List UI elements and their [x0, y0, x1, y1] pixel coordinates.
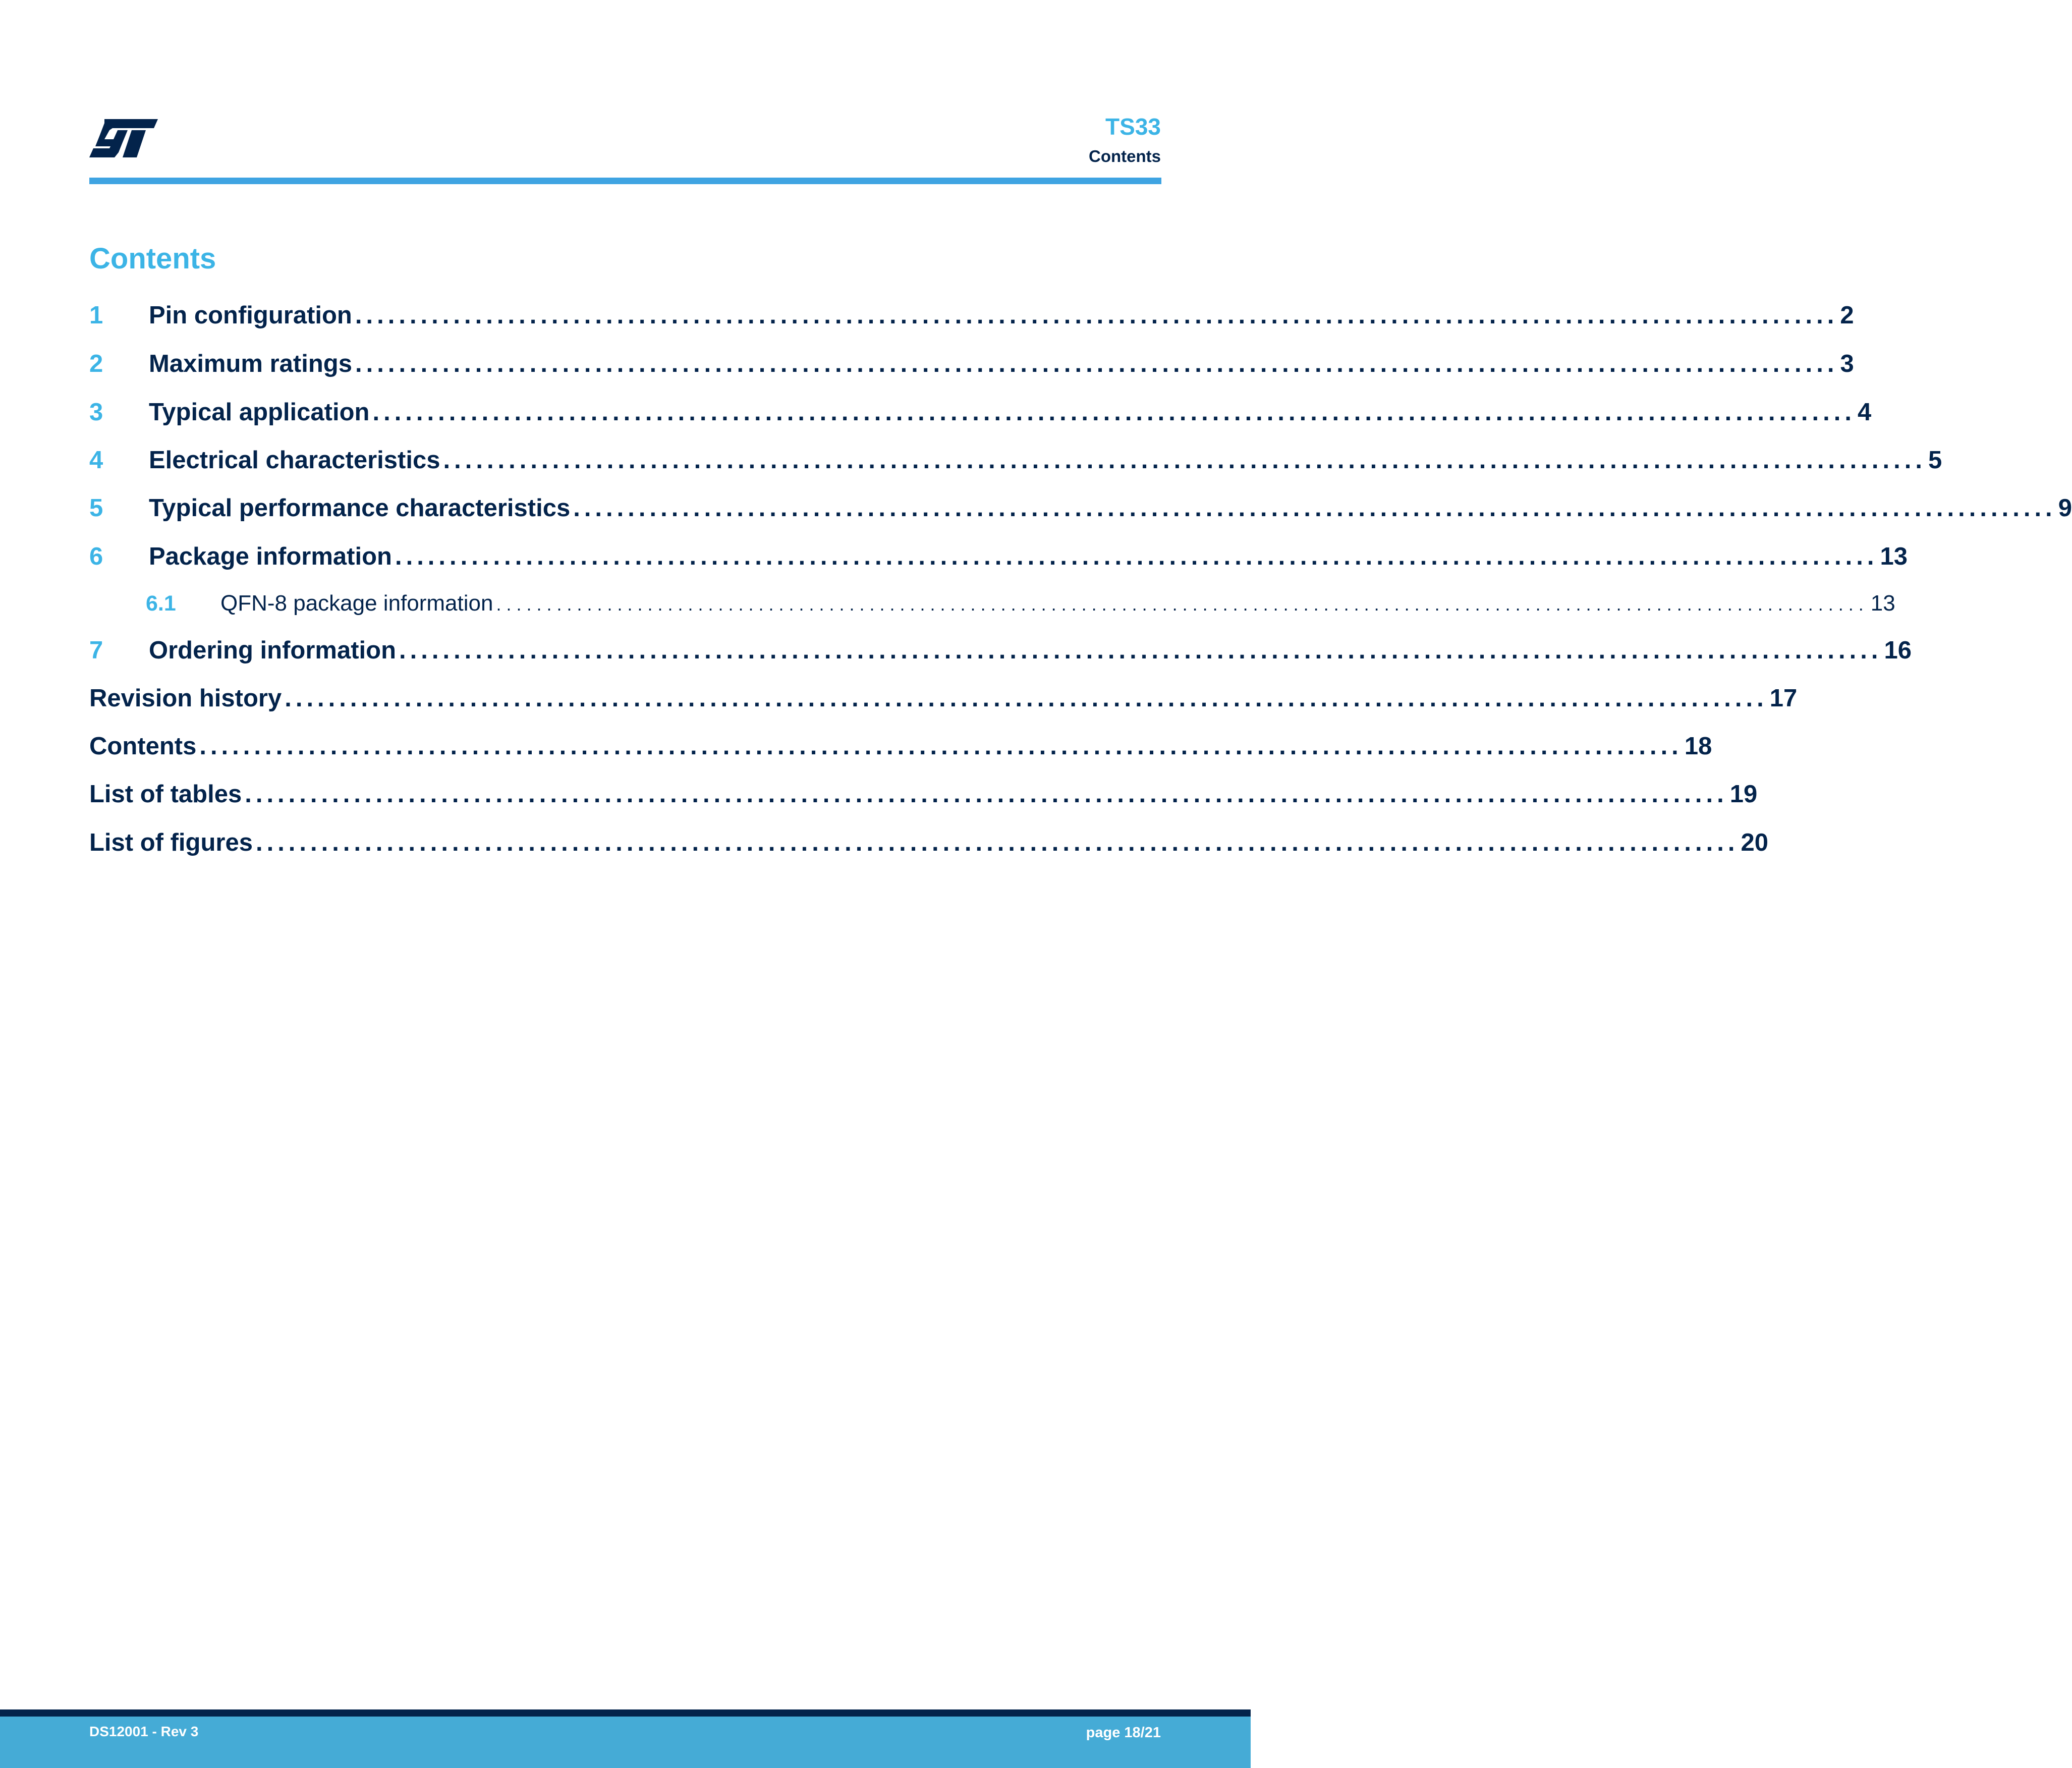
toc-entry-package-information[interactable]: [89, 542, 1908, 572]
toc-entry-pin-configuration[interactable]: [89, 301, 1854, 331]
toc-entry-number: 5: [89, 494, 103, 522]
toc-entry-number: 4: [89, 447, 103, 474]
toc-entry-label: QFN-8 package information: [220, 591, 493, 616]
toc-entry-label: Maximum ratings: [149, 350, 352, 377]
toc-entry-page: 2: [1840, 302, 1854, 329]
toc-entry-electrical-characteristics[interactable]: [89, 446, 1942, 476]
toc-entry-number: 7: [89, 637, 103, 664]
toc-entry-page: 9: [2058, 494, 2072, 522]
toc-entry-label: Ordering information: [149, 637, 396, 664]
toc-entry-label: List of figures: [89, 829, 253, 856]
dot-leader: ........................................................................................................................................: [496, 594, 1869, 615]
toc-entry-number: 6: [89, 543, 103, 570]
toc-entry-page: 16: [1884, 637, 1912, 664]
toc-entry-typical-application[interactable]: [89, 398, 1872, 428]
toc-entry-page: 13: [1870, 591, 1895, 616]
toc-entry-maximum-ratings[interactable]: [89, 349, 1854, 379]
toc-entry-ordering-information[interactable]: [89, 636, 1912, 666]
toc-entry-label: Contents: [89, 733, 197, 760]
dot-leader: ........................................................................................................................................: [255, 829, 1739, 856]
toc-entry-label: Revision history: [89, 685, 282, 712]
dot-leader: ........................................................................................................................................: [443, 447, 1926, 474]
toc-entry-page: 3: [1840, 350, 1854, 377]
st-logo: [89, 119, 158, 157]
header-rule: [89, 178, 1161, 184]
toc-entry-page: 20: [1741, 829, 1768, 856]
toc-entry-page: 13: [1880, 543, 1908, 570]
dot-leader: ........................................................................................................................................: [355, 302, 1838, 329]
dot-leader: ........................................................................................................................................: [395, 543, 1878, 570]
header-document-title: TS33: [1105, 114, 1161, 140]
dot-leader: ........................................................................................................................................: [399, 637, 1882, 664]
toc-entry-page: 4: [1857, 399, 1872, 426]
dot-leader: ........................................................................................................................................: [355, 350, 1838, 377]
toc-entry-revision-history[interactable]: [89, 684, 1798, 714]
toc-entry-typical-performance-characteristics[interactable]: [89, 493, 2072, 524]
toc-entry-list-of-figures[interactable]: [89, 828, 1768, 858]
toc-entry-label: Pin configuration: [149, 302, 352, 329]
toc-entry-label: Package information: [149, 543, 392, 570]
toc-entry-label: Typical performance characteristics: [149, 494, 571, 522]
toc-entry-number: 6.1: [146, 591, 176, 616]
toc-entry-number: 2: [89, 350, 103, 377]
page-title: Contents: [89, 242, 216, 275]
toc-entry-label: List of tables: [89, 781, 242, 808]
toc-entry-list-of-tables[interactable]: [89, 780, 1758, 810]
dot-leader: ........................................................................................................................................: [285, 685, 1768, 712]
footer-dark-stripe: [0, 1709, 1251, 1717]
dot-leader: ........................................................................................................................................: [199, 733, 1683, 760]
toc-entry-label: Electrical characteristics: [149, 447, 440, 474]
dot-leader: ........................................................................................................................................: [245, 781, 1728, 808]
dot-leader: ........................................................................................................................................: [573, 494, 2056, 522]
toc-entry-label: Typical application: [149, 399, 370, 426]
toc-entry-number: 3: [89, 399, 103, 426]
toc-entry-page: 19: [1729, 781, 1758, 808]
toc-entry-page: 18: [1684, 733, 1712, 760]
footer-page-number: page 18/21: [1086, 1725, 1161, 1741]
header-section-name: Contents: [1089, 147, 1161, 165]
toc-entry-page: 17: [1769, 685, 1798, 712]
toc-entry-number: 1: [89, 302, 103, 329]
dot-leader: ........................................................................................................................................: [372, 399, 1856, 426]
toc-subentry-qfn8-package-information[interactable]: [89, 587, 1895, 618]
toc-entry-page: 5: [1928, 447, 1942, 474]
toc-entry-contents[interactable]: [89, 732, 1712, 762]
footer-document-id: DS12001 - Rev 3: [89, 1724, 199, 1739]
